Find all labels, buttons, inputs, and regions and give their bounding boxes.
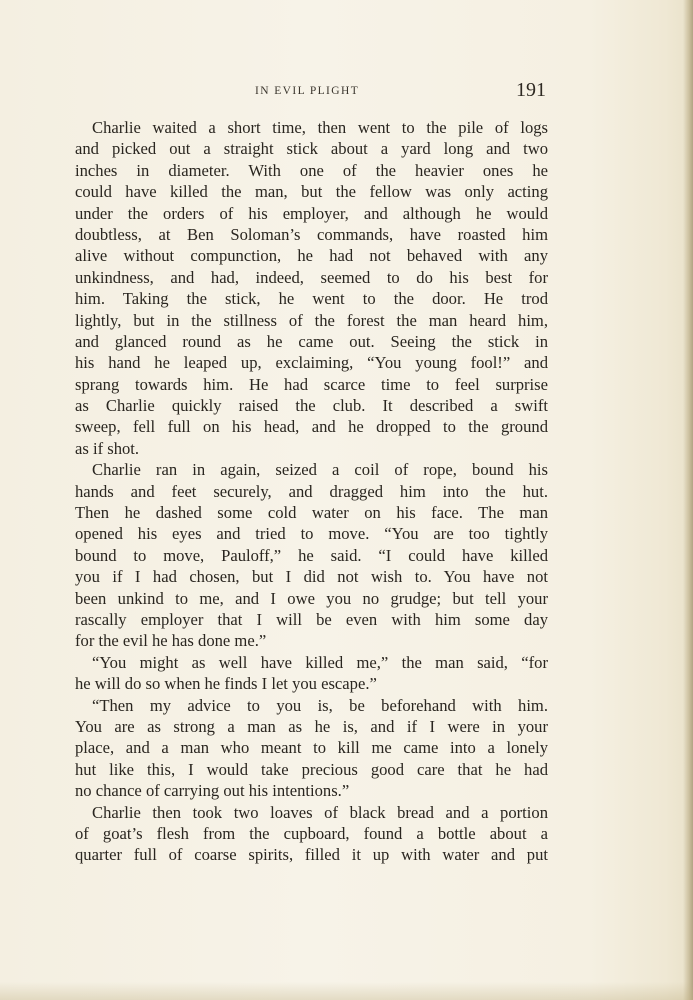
text-line: you if I had chosen, but I did not wish to. You have not <box>75 567 548 587</box>
text-line: no chance of carrying out his intentions.” <box>75 781 350 801</box>
text-line: and glanced round as he came out. Seeing the stick in <box>75 331 548 351</box>
text-line: Charlie ran in again, seized a coil of rope, bound his <box>92 460 548 480</box>
page-edge-shadow <box>683 0 693 1000</box>
text-line: under the orders of his employer, and although he would <box>75 203 548 223</box>
page-number: 191 <box>516 79 546 101</box>
text-line: of goat’s flesh from the cupboard, found a bottle about a <box>75 823 548 843</box>
text-line: “You might as well have killed me,” the man said, “for <box>92 652 548 672</box>
text-line: lightly, but in the stillness of the forest the man heard him, <box>75 310 548 330</box>
text-line: and picked out a straight stick about a yard long and two <box>75 139 548 159</box>
text-line: as if shot. <box>75 438 140 458</box>
text-line: inches in diameter. With one of the heavier ones he <box>75 160 548 180</box>
page-bottom-shadow <box>0 982 693 1000</box>
text-line: rascally employer that I will be even with him some day <box>75 609 548 629</box>
text-line: sweep, fell full on his head, and he dropped to the ground <box>75 417 548 437</box>
text-line: hut like this, I would take precious good care that he had <box>75 759 548 779</box>
text-line: “Then my advice to you is, be beforehand with him. <box>92 695 548 715</box>
text-line: Charlie then took two loaves of black bread and a portion <box>92 802 548 822</box>
text-line: doubtless, at Ben Soloman’s commands, have roasted him <box>75 224 548 244</box>
text-line: could have killed the man, but the fellow was only acting <box>75 182 548 202</box>
text-line: he will do so when he finds I let you escape.” <box>75 674 377 694</box>
text-line: been unkind to me, and I owe you no grudge; but tell your <box>75 588 548 608</box>
text-line: You are as strong a man as he is, and if I were in your <box>75 716 548 736</box>
text-line: sprang towards him. He had scarce time to feel surprise <box>75 374 548 394</box>
text-line: his hand he leaped up, exclaiming, “You young fool!” and <box>75 353 548 373</box>
text-line: unkindness, and had, indeed, seemed to do his best for <box>75 267 548 287</box>
text-line: hands and feet securely, and dragged him into the hut. <box>75 481 548 501</box>
text-line: Then he dashed some cold water on his face. The man <box>75 503 548 523</box>
text-line: quarter full of coarse spirits, filled it up with water and put <box>75 845 548 865</box>
text-line: as Charlie quickly raised the club. It described a swift <box>75 396 548 416</box>
text-line: opened his eyes and tried to move. “You are too tightly <box>75 524 548 544</box>
text-line: him. Taking the stick, he went to the door. He trod <box>75 289 548 309</box>
text-line: alive without compunction, he had not behaved with any <box>75 246 548 266</box>
text-line: Charlie waited a short time, then went to the pile of logs <box>92 118 548 137</box>
text-line: for the evil he has done me.” <box>75 631 267 651</box>
body-text <box>75 117 548 866</box>
running-head: IN EVIL PLIGHT <box>255 85 360 97</box>
text-line: bound to move, Pauloff,” he said. “I could have killed <box>75 545 548 565</box>
text-line: place, and a man who meant to kill me came into a lonely <box>75 738 548 758</box>
page-header <box>75 79 548 103</box>
